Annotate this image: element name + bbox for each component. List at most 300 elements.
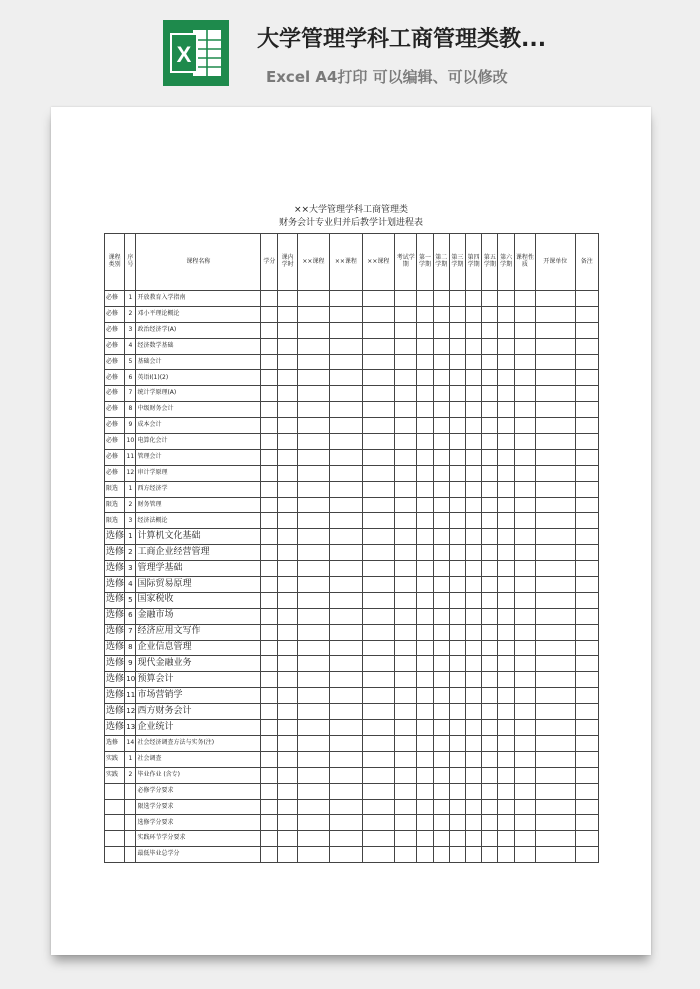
table-header-row: [105, 234, 599, 291]
empty-cell: [433, 672, 449, 688]
empty-cell: [417, 608, 433, 624]
empty-cell: [466, 751, 482, 767]
empty-cell: [278, 847, 297, 863]
empty-cell: [278, 418, 297, 434]
course-number-cell: [125, 783, 136, 799]
empty-cell: [395, 783, 417, 799]
document-title-line2: 财务会计专业归并后教学计划进程表: [278, 218, 423, 228]
empty-cell: [498, 799, 514, 815]
course-name-cell: 中级财务会计: [136, 402, 261, 418]
course-number-cell: 1: [125, 481, 136, 497]
course-name-cell: 电算化会计: [136, 434, 261, 450]
empty-cell: [449, 656, 465, 672]
empty-cell: [417, 735, 433, 751]
empty-cell: [362, 847, 394, 863]
empty-cell: [482, 640, 498, 656]
empty-cell: [575, 545, 598, 561]
table-row: [105, 481, 599, 497]
empty-cell: [575, 720, 598, 736]
course-number-cell: 5: [125, 592, 136, 608]
table-row: [105, 465, 599, 481]
table-row: [105, 672, 599, 688]
empty-cell: [261, 767, 278, 783]
course-category-cell: [105, 831, 125, 847]
empty-cell: [482, 322, 498, 338]
empty-cell: [514, 815, 535, 831]
empty-cell: [395, 656, 417, 672]
empty-cell: [395, 481, 417, 497]
document-preview: [51, 107, 651, 955]
empty-cell: [433, 624, 449, 640]
empty-cell: [433, 434, 449, 450]
empty-cell: [297, 592, 329, 608]
course-category-cell: 必修: [105, 386, 125, 402]
empty-cell: [535, 402, 575, 418]
empty-cell: [297, 688, 329, 704]
table-row: [105, 720, 599, 736]
empty-cell: [297, 322, 329, 338]
empty-cell: [261, 624, 278, 640]
column-header: 第四学期: [466, 234, 482, 291]
empty-cell: [261, 545, 278, 561]
empty-cell: [498, 545, 514, 561]
empty-cell: [466, 656, 482, 672]
empty-cell: [575, 322, 598, 338]
empty-cell: [261, 386, 278, 402]
empty-cell: [535, 847, 575, 863]
empty-cell: [417, 449, 433, 465]
empty-cell: [362, 497, 394, 513]
course-category-cell: [105, 847, 125, 863]
empty-cell: [498, 608, 514, 624]
page-title: 大学管理学科工商管理类教...: [257, 27, 547, 52]
column-header: ××课程: [362, 234, 394, 291]
empty-cell: [261, 370, 278, 386]
empty-cell: [482, 402, 498, 418]
empty-cell: [449, 291, 465, 307]
table-row: [105, 545, 599, 561]
empty-cell: [261, 338, 278, 354]
empty-cell: [417, 481, 433, 497]
empty-cell: [330, 465, 362, 481]
empty-cell: [261, 529, 278, 545]
empty-cell: [362, 735, 394, 751]
course-category-cell: 限选: [105, 497, 125, 513]
empty-cell: [297, 640, 329, 656]
empty-cell: [466, 577, 482, 593]
empty-cell: [498, 481, 514, 497]
empty-cell: [417, 624, 433, 640]
empty-cell: [482, 720, 498, 736]
course-name-cell: 西方财务会计: [136, 704, 261, 720]
empty-cell: [362, 386, 394, 402]
empty-cell: [535, 751, 575, 767]
empty-cell: [417, 291, 433, 307]
empty-cell: [261, 418, 278, 434]
course-number-cell: 6: [125, 370, 136, 386]
empty-cell: [297, 831, 329, 847]
empty-cell: [362, 640, 394, 656]
empty-cell: [395, 592, 417, 608]
course-name-cell: 现代金融业务: [136, 656, 261, 672]
course-category-cell: 选修: [105, 529, 125, 545]
empty-cell: [433, 799, 449, 815]
empty-cell: [498, 624, 514, 640]
empty-cell: [514, 402, 535, 418]
empty-cell: [498, 783, 514, 799]
table-row: [105, 529, 599, 545]
course-number-cell: 8: [125, 640, 136, 656]
empty-cell: [330, 529, 362, 545]
page-subtitle: Excel A4打印 可以编辑、可以修改: [266, 68, 508, 86]
course-number-cell: 3: [125, 513, 136, 529]
empty-cell: [575, 434, 598, 450]
course-name-cell: 经济应用文写作: [136, 624, 261, 640]
column-header: 第五学期: [482, 234, 498, 291]
empty-cell: [433, 847, 449, 863]
course-category-cell: 必修: [105, 322, 125, 338]
empty-cell: [261, 291, 278, 307]
empty-cell: [449, 561, 465, 577]
empty-cell: [433, 577, 449, 593]
empty-cell: [466, 386, 482, 402]
table-row: [105, 561, 599, 577]
course-number-cell: 9: [125, 418, 136, 434]
empty-cell: [362, 354, 394, 370]
empty-cell: [514, 306, 535, 322]
empty-cell: [514, 735, 535, 751]
column-header: 开课单位: [535, 234, 575, 291]
course-number-cell: 1: [125, 529, 136, 545]
empty-cell: [514, 672, 535, 688]
empty-cell: [535, 434, 575, 450]
empty-cell: [297, 306, 329, 322]
empty-cell: [575, 418, 598, 434]
empty-cell: [362, 577, 394, 593]
empty-cell: [362, 561, 394, 577]
course-name-cell: 经济数学基础: [136, 338, 261, 354]
empty-cell: [535, 735, 575, 751]
course-name-cell: 预算会计: [136, 672, 261, 688]
empty-cell: [575, 672, 598, 688]
course-name-cell: 国家税收: [136, 592, 261, 608]
empty-cell: [466, 481, 482, 497]
course-name-cell: 成本会计: [136, 418, 261, 434]
empty-cell: [278, 513, 297, 529]
empty-cell: [466, 561, 482, 577]
empty-cell: [535, 624, 575, 640]
course-name-cell: 政治经济学(A): [136, 322, 261, 338]
empty-cell: [449, 322, 465, 338]
empty-cell: [261, 672, 278, 688]
column-header: 考试学期: [395, 234, 417, 291]
course-category-cell: 选修: [105, 672, 125, 688]
empty-cell: [498, 592, 514, 608]
empty-cell: [482, 831, 498, 847]
empty-cell: [449, 434, 465, 450]
empty-cell: [575, 481, 598, 497]
column-header: 第二学期: [433, 234, 449, 291]
empty-cell: [297, 720, 329, 736]
empty-cell: [330, 847, 362, 863]
empty-cell: [297, 735, 329, 751]
empty-cell: [514, 751, 535, 767]
empty-cell: [575, 338, 598, 354]
table-row: [105, 513, 599, 529]
empty-cell: [498, 306, 514, 322]
empty-cell: [514, 688, 535, 704]
empty-cell: [482, 672, 498, 688]
empty-cell: [535, 704, 575, 720]
empty-cell: [498, 322, 514, 338]
empty-cell: [362, 291, 394, 307]
course-number-cell: 12: [125, 704, 136, 720]
empty-cell: [498, 656, 514, 672]
course-number-cell: 7: [125, 386, 136, 402]
empty-cell: [330, 434, 362, 450]
empty-cell: [482, 783, 498, 799]
empty-cell: [449, 513, 465, 529]
empty-cell: [535, 481, 575, 497]
course-number-cell: 10: [125, 672, 136, 688]
empty-cell: [466, 640, 482, 656]
page-header: [0, 0, 700, 105]
table-row: [105, 831, 599, 847]
empty-cell: [514, 704, 535, 720]
table-row: [105, 815, 599, 831]
empty-cell: [261, 831, 278, 847]
column-header: ××课程: [297, 234, 329, 291]
empty-cell: [417, 306, 433, 322]
empty-cell: [482, 386, 498, 402]
empty-cell: [395, 291, 417, 307]
empty-cell: [514, 386, 535, 402]
course-category-cell: 选修: [105, 561, 125, 577]
empty-cell: [575, 656, 598, 672]
empty-cell: [297, 449, 329, 465]
empty-cell: [535, 497, 575, 513]
empty-cell: [330, 799, 362, 815]
course-name-cell: 企业统计: [136, 720, 261, 736]
course-category-cell: 限选: [105, 481, 125, 497]
empty-cell: [297, 529, 329, 545]
empty-cell: [417, 783, 433, 799]
empty-cell: [498, 672, 514, 688]
empty-cell: [261, 751, 278, 767]
course-category-cell: 选修: [105, 608, 125, 624]
empty-cell: [498, 402, 514, 418]
course-number-cell: 6: [125, 608, 136, 624]
empty-cell: [417, 688, 433, 704]
course-number-cell: 2: [125, 497, 136, 513]
empty-cell: [498, 688, 514, 704]
course-number-cell: [125, 831, 136, 847]
empty-cell: [514, 656, 535, 672]
empty-cell: [449, 640, 465, 656]
course-category-cell: 选修: [105, 656, 125, 672]
empty-cell: [449, 688, 465, 704]
empty-cell: [535, 577, 575, 593]
empty-cell: [395, 449, 417, 465]
course-category-cell: 选修: [105, 592, 125, 608]
empty-cell: [466, 402, 482, 418]
course-category-cell: 必修: [105, 449, 125, 465]
empty-cell: [498, 354, 514, 370]
course-name-cell: 统计学原理(A): [136, 386, 261, 402]
empty-cell: [498, 370, 514, 386]
empty-cell: [278, 370, 297, 386]
empty-cell: [482, 799, 498, 815]
course-name-cell: 社会调查: [136, 751, 261, 767]
empty-cell: [466, 624, 482, 640]
empty-cell: [514, 529, 535, 545]
empty-cell: [449, 545, 465, 561]
empty-cell: [433, 497, 449, 513]
empty-cell: [278, 783, 297, 799]
empty-cell: [261, 434, 278, 450]
empty-cell: [535, 640, 575, 656]
course-number-cell: [125, 815, 136, 831]
column-header: 课内学时: [278, 234, 297, 291]
empty-cell: [297, 513, 329, 529]
empty-cell: [449, 831, 465, 847]
table-row: [105, 434, 599, 450]
empty-cell: [575, 704, 598, 720]
table-row: [105, 608, 599, 624]
empty-cell: [535, 322, 575, 338]
course-category-cell: 实践: [105, 751, 125, 767]
empty-cell: [433, 815, 449, 831]
empty-cell: [395, 354, 417, 370]
empty-cell: [278, 672, 297, 688]
empty-cell: [330, 354, 362, 370]
empty-cell: [330, 751, 362, 767]
empty-cell: [498, 513, 514, 529]
empty-cell: [482, 338, 498, 354]
empty-cell: [514, 322, 535, 338]
empty-cell: [297, 847, 329, 863]
empty-cell: [514, 720, 535, 736]
empty-cell: [449, 449, 465, 465]
empty-cell: [261, 799, 278, 815]
empty-cell: [278, 338, 297, 354]
empty-cell: [466, 354, 482, 370]
empty-cell: [297, 386, 329, 402]
table-row: [105, 386, 599, 402]
empty-cell: [417, 640, 433, 656]
empty-cell: [330, 306, 362, 322]
column-header: 第六学期: [498, 234, 514, 291]
empty-cell: [449, 672, 465, 688]
empty-cell: [433, 767, 449, 783]
empty-cell: [575, 783, 598, 799]
empty-cell: [535, 386, 575, 402]
empty-cell: [449, 704, 465, 720]
empty-cell: [395, 831, 417, 847]
column-header: ××课程: [330, 234, 362, 291]
empty-cell: [466, 783, 482, 799]
empty-cell: [417, 767, 433, 783]
table-row: [105, 402, 599, 418]
empty-cell: [466, 449, 482, 465]
empty-cell: [449, 608, 465, 624]
empty-cell: [433, 704, 449, 720]
empty-cell: [498, 386, 514, 402]
empty-cell: [575, 751, 598, 767]
empty-cell: [330, 449, 362, 465]
column-header: 课程名称: [136, 234, 261, 291]
empty-cell: [278, 751, 297, 767]
empty-cell: [514, 497, 535, 513]
course-number-cell: 1: [125, 751, 136, 767]
empty-cell: [330, 831, 362, 847]
empty-cell: [482, 815, 498, 831]
empty-cell: [395, 688, 417, 704]
empty-cell: [395, 306, 417, 322]
empty-cell: [417, 720, 433, 736]
course-name-cell: 开放教育入学指南: [136, 291, 261, 307]
empty-cell: [482, 561, 498, 577]
course-name-cell: 市场营销学: [136, 688, 261, 704]
empty-cell: [261, 402, 278, 418]
table-row: [105, 291, 599, 307]
empty-cell: [261, 306, 278, 322]
empty-cell: [362, 831, 394, 847]
course-number-cell: 7: [125, 624, 136, 640]
empty-cell: [362, 418, 394, 434]
empty-cell: [466, 847, 482, 863]
course-category-cell: 必修: [105, 338, 125, 354]
empty-cell: [417, 545, 433, 561]
empty-cell: [514, 338, 535, 354]
empty-cell: [297, 561, 329, 577]
empty-cell: [261, 783, 278, 799]
empty-cell: [297, 545, 329, 561]
empty-cell: [395, 672, 417, 688]
course-name-cell: 社会经济调查方法与实务(注): [136, 735, 261, 751]
empty-cell: [466, 434, 482, 450]
course-number-cell: 4: [125, 338, 136, 354]
empty-cell: [498, 640, 514, 656]
empty-cell: [575, 386, 598, 402]
empty-cell: [514, 608, 535, 624]
empty-cell: [417, 672, 433, 688]
empty-cell: [466, 831, 482, 847]
empty-cell: [261, 465, 278, 481]
course-number-cell: 4: [125, 577, 136, 593]
empty-cell: [297, 418, 329, 434]
empty-cell: [297, 481, 329, 497]
empty-cell: [433, 688, 449, 704]
empty-cell: [514, 624, 535, 640]
empty-cell: [297, 577, 329, 593]
empty-cell: [395, 624, 417, 640]
empty-cell: [433, 656, 449, 672]
empty-cell: [514, 767, 535, 783]
empty-cell: [261, 688, 278, 704]
empty-cell: [498, 434, 514, 450]
empty-cell: [297, 704, 329, 720]
empty-cell: [498, 767, 514, 783]
empty-cell: [278, 434, 297, 450]
table-row: [105, 354, 599, 370]
empty-cell: [278, 449, 297, 465]
empty-cell: [449, 767, 465, 783]
empty-cell: [362, 704, 394, 720]
empty-cell: [535, 608, 575, 624]
course-category-cell: 选修: [105, 735, 125, 751]
empty-cell: [395, 545, 417, 561]
